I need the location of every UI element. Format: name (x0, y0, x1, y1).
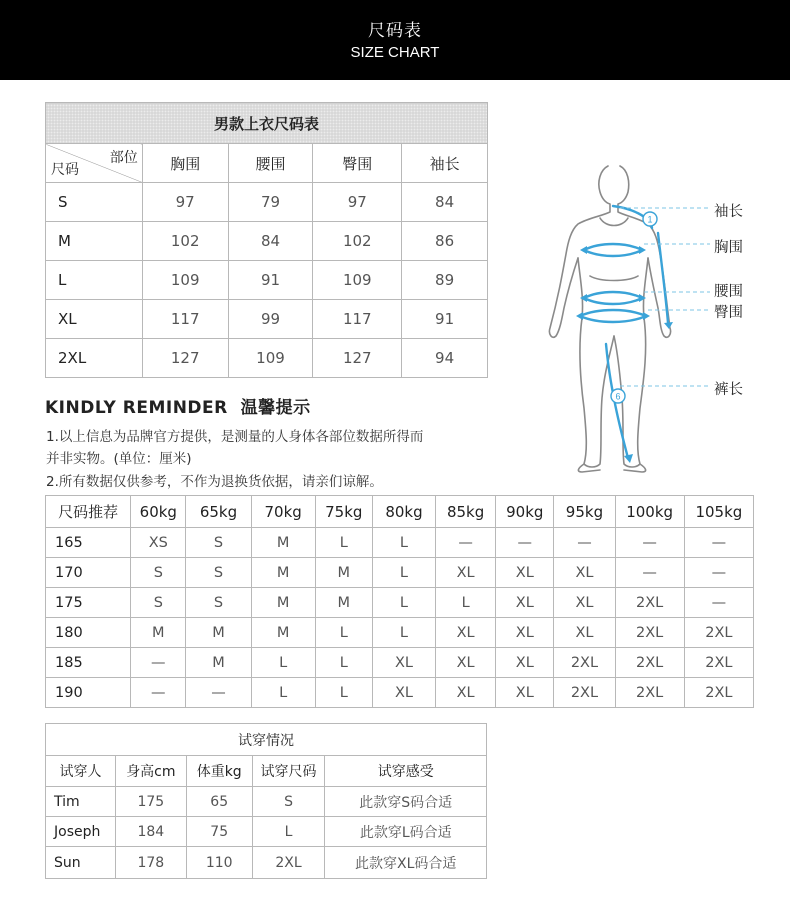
table-row (46, 222, 488, 261)
trial-height: 178 (115, 847, 186, 879)
recommend-size-cell: M (251, 618, 315, 648)
column-header: 袖长 (402, 144, 488, 183)
trial-size: L (252, 817, 325, 847)
figure-label-pants: 裤长 (714, 382, 743, 398)
recommend-size-cell: XL (554, 618, 615, 648)
header-title-en: SIZE CHART (350, 44, 440, 61)
trial-column-header: 身高cm (115, 756, 186, 787)
value-cell: 84 (228, 222, 313, 261)
column-header: 腰围 (228, 144, 313, 183)
recommend-size-cell: XL (496, 618, 554, 648)
trial-weight: 65 (186, 787, 252, 817)
height-cell: 185 (46, 648, 131, 678)
size-table (45, 102, 488, 378)
trial-name: Tim (46, 787, 116, 817)
recommend-size-cell: — (554, 528, 615, 558)
size-cell: L (46, 261, 143, 300)
figure-label-waist: 腰围 (714, 284, 743, 300)
value-cell: 109 (228, 339, 313, 378)
recommend-size-cell: XL (496, 648, 554, 678)
recommend-size-cell: L (251, 678, 315, 708)
recommend-corner: 尺码推荐 (46, 496, 131, 528)
corner-size-label: 尺码 (51, 162, 79, 178)
reminder-line-1: 1.以上信息为品牌官方提供，是测量的人身体各部位数据所得而 (46, 429, 424, 445)
value-cell: 97 (313, 183, 402, 222)
value-cell: 127 (142, 339, 228, 378)
height-cell: 175 (46, 588, 131, 618)
recommend-size-cell: S (186, 528, 251, 558)
recommend-size-cell: — (615, 528, 684, 558)
trial-name: Sun (46, 847, 116, 879)
recommend-size-cell: XL (372, 648, 435, 678)
recommend-size-cell: M (186, 618, 251, 648)
trial-weight: 75 (186, 817, 252, 847)
recommend-size-cell: M (186, 648, 251, 678)
body-outline-illustration (540, 158, 790, 478)
value-cell: 109 (142, 261, 228, 300)
recommend-size-cell: — (684, 588, 753, 618)
recommend-size-cell: 2XL (615, 678, 684, 708)
recommend-size-cell: M (251, 558, 315, 588)
recommend-size-cell: — (436, 528, 496, 558)
value-cell: 99 (228, 300, 313, 339)
table-row (46, 648, 754, 678)
recommend-size-cell: XL (436, 618, 496, 648)
recommend-size-cell: L (436, 588, 496, 618)
recommend-size-cell: L (372, 588, 435, 618)
weight-header: 90kg (496, 496, 554, 528)
value-cell: 127 (313, 339, 402, 378)
trial-table-title: 试穿情况 (46, 724, 487, 756)
recommend-size-cell: — (131, 678, 186, 708)
recommend-size-cell: XL (372, 678, 435, 708)
weight-header: 65kg (186, 496, 251, 528)
trial-height: 175 (115, 787, 186, 817)
marker-1-label: 1 (647, 214, 653, 225)
recommend-size-cell: L (372, 528, 435, 558)
recommend-size-cell: L (315, 678, 372, 708)
weight-header: 100kg (615, 496, 684, 528)
recommend-size-cell: XL (554, 588, 615, 618)
recommend-size-cell: 2XL (615, 618, 684, 648)
height-cell: 180 (46, 618, 131, 648)
value-cell: 117 (313, 300, 402, 339)
recommend-size-cell: S (131, 558, 186, 588)
recommend-size-cell: — (684, 528, 753, 558)
table-row (46, 528, 754, 558)
recommend-size-cell: L (315, 648, 372, 678)
weight-header: 70kg (251, 496, 315, 528)
table-row (46, 588, 754, 618)
recommend-size-cell: XL (496, 558, 554, 588)
weight-header: 105kg (684, 496, 753, 528)
recommend-size-cell: S (186, 588, 251, 618)
recommend-size-cell: M (131, 618, 186, 648)
trial-table (45, 723, 487, 879)
value-cell: 117 (142, 300, 228, 339)
recommend-size-cell: 2XL (615, 648, 684, 678)
reminder-line-3: 2.所有数据仅供参考，不作为退换货依据，请亲们谅解。 (46, 474, 383, 490)
recommend-size-cell: S (131, 588, 186, 618)
trial-feeling: 此款穿L码合适 (325, 817, 487, 847)
trial-height: 184 (115, 817, 186, 847)
recommend-size-cell: S (186, 558, 251, 588)
value-cell: 91 (402, 300, 488, 339)
header-title-cn: 尺码表 (368, 21, 422, 41)
value-cell: 102 (313, 222, 402, 261)
recommend-size-cell: 2XL (554, 648, 615, 678)
value-cell: 102 (142, 222, 228, 261)
recommend-size-cell: 2XL (684, 648, 753, 678)
recommend-size-cell: 2XL (684, 678, 753, 708)
size-recommend-table (45, 495, 754, 708)
recommend-size-cell: L (372, 618, 435, 648)
corner-part-label: 部位 (109, 150, 138, 166)
trial-feeling: 此款穿XL码合适 (325, 847, 487, 879)
trial-column-header: 试穿人 (46, 756, 116, 787)
height-cell: 165 (46, 528, 131, 558)
trial-column-header: 试穿尺码 (252, 756, 325, 787)
recommend-size-cell: M (251, 588, 315, 618)
recommend-size-cell: L (315, 618, 372, 648)
table-row (46, 261, 488, 300)
value-cell: 84 (402, 183, 488, 222)
trial-column-header: 体重kg (186, 756, 252, 787)
value-cell: 97 (142, 183, 228, 222)
size-table-corner (46, 144, 143, 183)
value-cell: 79 (228, 183, 313, 222)
marker-6-label: 6 (615, 391, 621, 402)
figure-label-hip: 臀围 (714, 305, 743, 321)
table-row (46, 618, 754, 648)
trial-size: 2XL (252, 847, 325, 879)
recommend-size-cell: XL (554, 558, 615, 588)
size-table-caption: 男款上衣尺码表 (46, 103, 488, 144)
recommend-size-cell: — (496, 528, 554, 558)
recommend-size-cell: M (251, 528, 315, 558)
table-row (46, 183, 488, 222)
size-cell: S (46, 183, 143, 222)
value-cell: 89 (402, 261, 488, 300)
column-header: 胸围 (142, 144, 228, 183)
recommend-size-cell: XS (131, 528, 186, 558)
trial-weight: 110 (186, 847, 252, 879)
size-cell: M (46, 222, 143, 261)
recommend-size-cell: L (372, 558, 435, 588)
trial-name: Joseph (46, 817, 116, 847)
value-cell: 86 (402, 222, 488, 261)
table-row (46, 787, 487, 817)
recommend-size-cell: XL (436, 678, 496, 708)
table-row (46, 558, 754, 588)
size-cell: 2XL (46, 339, 143, 378)
recommend-size-cell: XL (436, 558, 496, 588)
height-cell: 190 (46, 678, 131, 708)
weight-header: 80kg (372, 496, 435, 528)
recommend-size-cell: 2XL (615, 588, 684, 618)
value-cell: 91 (228, 261, 313, 300)
trial-feeling: 此款穿S码合适 (325, 787, 487, 817)
recommend-size-cell: — (684, 558, 753, 588)
recommend-size-cell: 2XL (554, 678, 615, 708)
size-cell: XL (46, 300, 143, 339)
weight-header: 95kg (554, 496, 615, 528)
value-cell: 109 (313, 261, 402, 300)
table-row (46, 847, 487, 879)
recommend-size-cell: M (315, 558, 372, 588)
figure-label-sleeve: 袖长 (714, 204, 743, 220)
table-row (46, 339, 488, 378)
recommend-size-cell: 2XL (684, 618, 753, 648)
weight-header: 75kg (315, 496, 372, 528)
recommend-size-cell: XL (496, 588, 554, 618)
recommend-size-cell: XL (496, 678, 554, 708)
body-measurement-figure (540, 158, 790, 478)
recommend-size-cell: M (315, 588, 372, 618)
table-row (46, 300, 488, 339)
recommend-size-cell: — (615, 558, 684, 588)
recommend-size-cell: — (186, 678, 251, 708)
recommend-size-cell: L (315, 528, 372, 558)
weight-header: 85kg (436, 496, 496, 528)
recommend-size-cell: L (251, 648, 315, 678)
value-cell: 94 (402, 339, 488, 378)
table-row (46, 817, 487, 847)
weight-header: 60kg (131, 496, 186, 528)
recommend-size-cell: — (131, 648, 186, 678)
trial-size: S (252, 787, 325, 817)
recommend-size-cell: XL (436, 648, 496, 678)
figure-label-chest: 胸围 (714, 240, 743, 256)
height-cell: 170 (46, 558, 131, 588)
page-header (0, 0, 790, 80)
reminder-line-2: 并非实物。(单位：厘米) (46, 451, 192, 467)
table-row (46, 678, 754, 708)
reminder-title: KINDLY REMINDER 温馨提示 (45, 398, 311, 418)
column-header: 臀围 (313, 144, 402, 183)
trial-column-header: 试穿感受 (325, 756, 487, 787)
